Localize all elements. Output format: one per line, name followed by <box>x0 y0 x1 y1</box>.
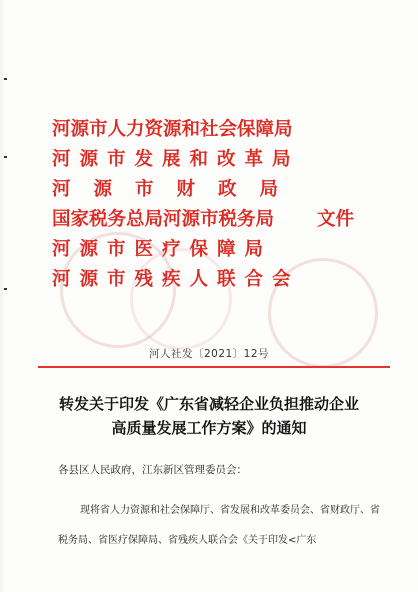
binding-mark <box>4 288 7 290</box>
document-suffix: 文件 <box>317 209 355 230</box>
document-title <box>0 392 418 440</box>
title-line: 转发关于印发《广东省减轻企业负担推动企业 <box>58 395 359 413</box>
binding-mark <box>4 156 7 158</box>
agency-name: 河源市人力资源和社会保障局 <box>52 119 293 140</box>
document-number: 河人社发〔2021〕12号 <box>148 348 270 360</box>
agency-name: 河源市残疾人联合会 <box>52 269 300 290</box>
agency-name: 河源市发展和改革局 <box>52 149 300 170</box>
agency-row <box>52 178 392 208</box>
agency-row <box>52 148 392 178</box>
binding-mark <box>4 78 7 80</box>
red-divider-line <box>38 366 390 368</box>
agency-row <box>52 268 392 298</box>
agency-row <box>52 208 392 238</box>
agency-name: 国家税务总局河源市税务局 <box>52 209 275 230</box>
agency-name: 河源市财政局 <box>52 179 302 200</box>
agency-row <box>52 238 392 268</box>
issuing-agencies-header <box>52 118 392 298</box>
body-paragraph: 现将省人力资源和社会保障厅、省发展和改革委员会、省财政厅、省税务局、省医疗保障局、省残疾人联合会《关于印发<广东 <box>58 505 380 546</box>
salutation: 各县区人民政府，江东新区管理委员会： <box>58 464 247 476</box>
agency-name: 河源市医疗保障局 <box>52 239 273 260</box>
title-line: 高质量发展工作方案》的通知 <box>111 419 307 437</box>
agency-row <box>52 118 392 148</box>
